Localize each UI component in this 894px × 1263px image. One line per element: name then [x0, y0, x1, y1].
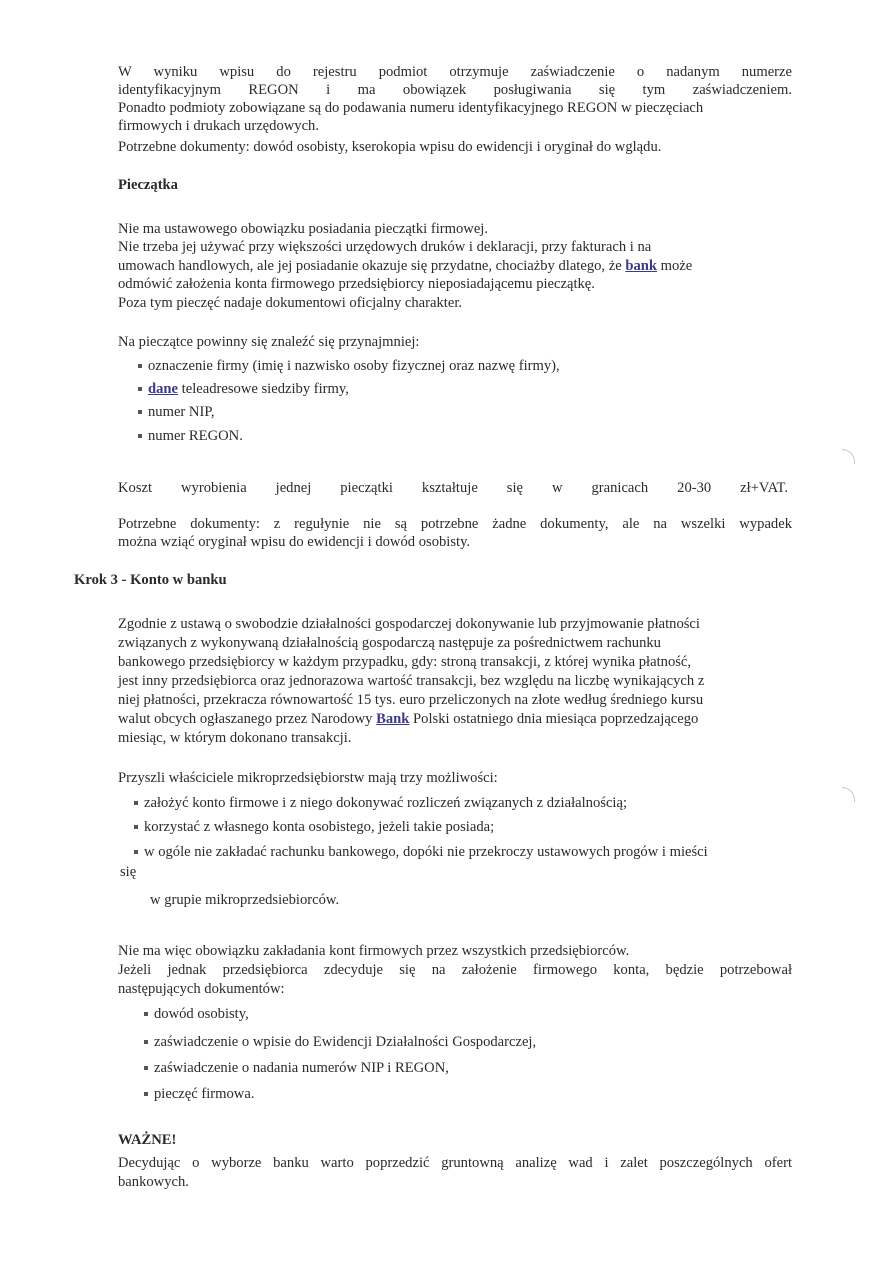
intro-line-3: Ponadto podmioty zobowiązane są do podawania numeru identyfikacyjnego REGON w pieczęciach — [118, 100, 704, 116]
bullet-icon — [144, 1092, 148, 1096]
option-item-text: korzystać z własnego konta osobistego, jeżeli takie posiada; — [144, 819, 495, 835]
step3-para-line: jest inny przedsiębiorca oraz jednorazowa wartość transakcji, bez względu na liczbę wynikających z — [118, 673, 705, 689]
stamp-line-5: Poza tym pieczęć nadaje dokumentowi oficjalny charakter. — [118, 295, 463, 311]
intro-docs: Potrzebne dokumenty: dowód osobisty, kserokopia wpisu do ewidencji i oryginał do wglądu. — [118, 139, 662, 155]
stamp-list-item — [138, 381, 349, 399]
step3-para-line: miesiąc, w którym dokonano transakcji. — [118, 730, 352, 746]
stamp-list-item-text: numer REGON. — [148, 428, 243, 444]
step3-para-line: niej płatności, przekracza równowartość 15 tys. euro przeliczonych na złote według średniego kursu — [118, 692, 704, 708]
note-line-3: następujących dokumentów: — [118, 981, 285, 997]
doc-list-item — [144, 1086, 254, 1104]
stamp-list-item — [138, 404, 214, 422]
bullet-icon — [144, 1066, 148, 1070]
options-intro: Przyszli właściciele mikroprzedsiębiorstw mają trzy możliwości: — [118, 770, 498, 786]
stamp-list-item-text: oznaczenie firmy (imię i nazwisko osoby fizycznej oraz nazwę firmy), — [148, 358, 560, 374]
stamp-line-4: odmówić założenia konta firmowego przedsiębiorcy nieposiadającemu pieczątkę. — [118, 276, 595, 292]
stamp-list-item — [138, 428, 243, 446]
note-line-2: Jeżeli jednak przedsiębiorca zdecyduje się na założenie firmowego konta, będzie potrzebował — [118, 962, 792, 978]
scan-mark — [842, 787, 855, 802]
option-item-text: założyć konto firmowe i z niego dokonywać rozliczeń związanych z działalnością; — [144, 795, 628, 811]
option-item — [134, 795, 627, 813]
bullet-icon — [134, 850, 138, 854]
intro-line-1: W wyniku wpisu do rejestru podmiot otrzymuje zaświadczenie o nadanym numerze — [118, 64, 792, 80]
bullet-icon — [134, 801, 138, 805]
option-item-continued: w grupie mikroprzedsiebiorców. — [150, 892, 340, 908]
doc-list-item-text: zaświadczenie o wpisie do Ewidencji Działalności Gospodarczej, — [154, 1034, 537, 1050]
option-item-continued: się — [120, 864, 137, 880]
doc-list-item — [144, 1006, 249, 1024]
stamp-line-3-end: może — [657, 258, 693, 274]
intro-line-2: identyfikacyjnym REGON i ma obowiązek posługiwania się tym zaświadczeniem. — [118, 82, 792, 98]
doc-list-item — [144, 1034, 536, 1052]
step3-para-text: Polski ostatniego dnia miesiąca poprzedzającego — [409, 711, 699, 727]
bank-link[interactable]: bank — [625, 258, 657, 274]
stamp-line-2: Nie trzeba jej używać przy większości urzędowych druków i deklaracji, przy fakturach i na — [118, 239, 652, 255]
bullet-icon — [138, 364, 142, 368]
option-item — [134, 844, 708, 862]
important-heading: WAŻNE! — [118, 1132, 177, 1148]
step3-heading: Krok 3 - Konto w banku — [74, 572, 227, 588]
stamp-list-item-text: teleadresowe siedziby firmy, — [178, 381, 349, 397]
step3-para-text: walut obcych ogłaszanego przez Narodowy — [118, 711, 377, 727]
stamp-heading: Pieczątka — [118, 177, 178, 193]
bullet-icon — [138, 434, 142, 438]
stamp-list-intro: Na pieczątce powinny się znaleźć się przynajmniej: — [118, 334, 420, 350]
bullet-icon — [144, 1012, 148, 1016]
stamp-list-item-text: numer NIP, — [148, 404, 215, 420]
stamp-docs-1: Potrzebne dokumenty: z regułynie nie są potrzebne żadne dokumenty, ale na wszelki wypadek — [118, 516, 792, 532]
stamp-line-3 — [118, 258, 792, 276]
stamp-list-item — [138, 358, 560, 376]
doc-list-item-text: pieczęć firmowa. — [154, 1086, 255, 1102]
stamp-docs-2: można wziąć oryginał wpisu do ewidencji i dowód osobisty. — [118, 534, 471, 550]
step3-para-line: Zgodnie z ustawą o swobodzie działalności gospodarczej dokonywanie lub przyjmowanie płatności — [118, 616, 700, 632]
bullet-icon — [144, 1040, 148, 1044]
doc-list-item-text: zaświadczenie o nadania numerów NIP i REGON, — [154, 1060, 449, 1076]
step3-para-line — [118, 711, 792, 729]
option-item — [134, 819, 494, 837]
note-line-1: Nie ma więc obowiązku zakładania kont firmowych przez wszystkich przedsiębiorców. — [118, 943, 630, 959]
intro-line-4: firmowych i drukach urzędowych. — [118, 118, 319, 134]
bullet-icon — [134, 825, 138, 829]
stamp-cost: Koszt wyrobienia jednej pieczątki kształtuje się w granicach 20-30 zł+VAT. — [118, 480, 788, 496]
option-item-text: w ogóle nie zakładać rachunku bankowego, dopóki nie przekroczy ustawowych progów i mieści — [144, 844, 708, 860]
bank-link[interactable]: Bank — [376, 711, 410, 727]
stamp-line-3-text: umowach handlowych, ale jej posiadanie okazuje się przydatne, chociażby dlatego, że — [118, 258, 626, 274]
step3-para-line: związanych z wykonywaną działalnością gospodarczą następuje za pośrednictwem rachunku — [118, 635, 661, 651]
bullet-icon — [138, 387, 142, 391]
important-line-1: Decydując o wyborze banku warto poprzedzić gruntowną analizę wad i zalet poszczególnych ofert — [118, 1155, 792, 1171]
step3-para-line: bankowego przedsiębiorcy w każdym przypadku, gdy: stroną transakcji, z której wynika płatność, — [118, 654, 692, 670]
bullet-icon — [138, 410, 142, 414]
doc-list-item-text: dowód osobisty, — [154, 1006, 249, 1022]
important-line-2: bankowych. — [118, 1174, 189, 1190]
doc-list-item — [144, 1060, 449, 1078]
stamp-line-1: Nie ma ustawowego obowiązku posiadania pieczątki firmowej. — [118, 221, 488, 237]
dane-link[interactable]: dane — [148, 381, 179, 397]
scan-mark — [842, 449, 855, 464]
